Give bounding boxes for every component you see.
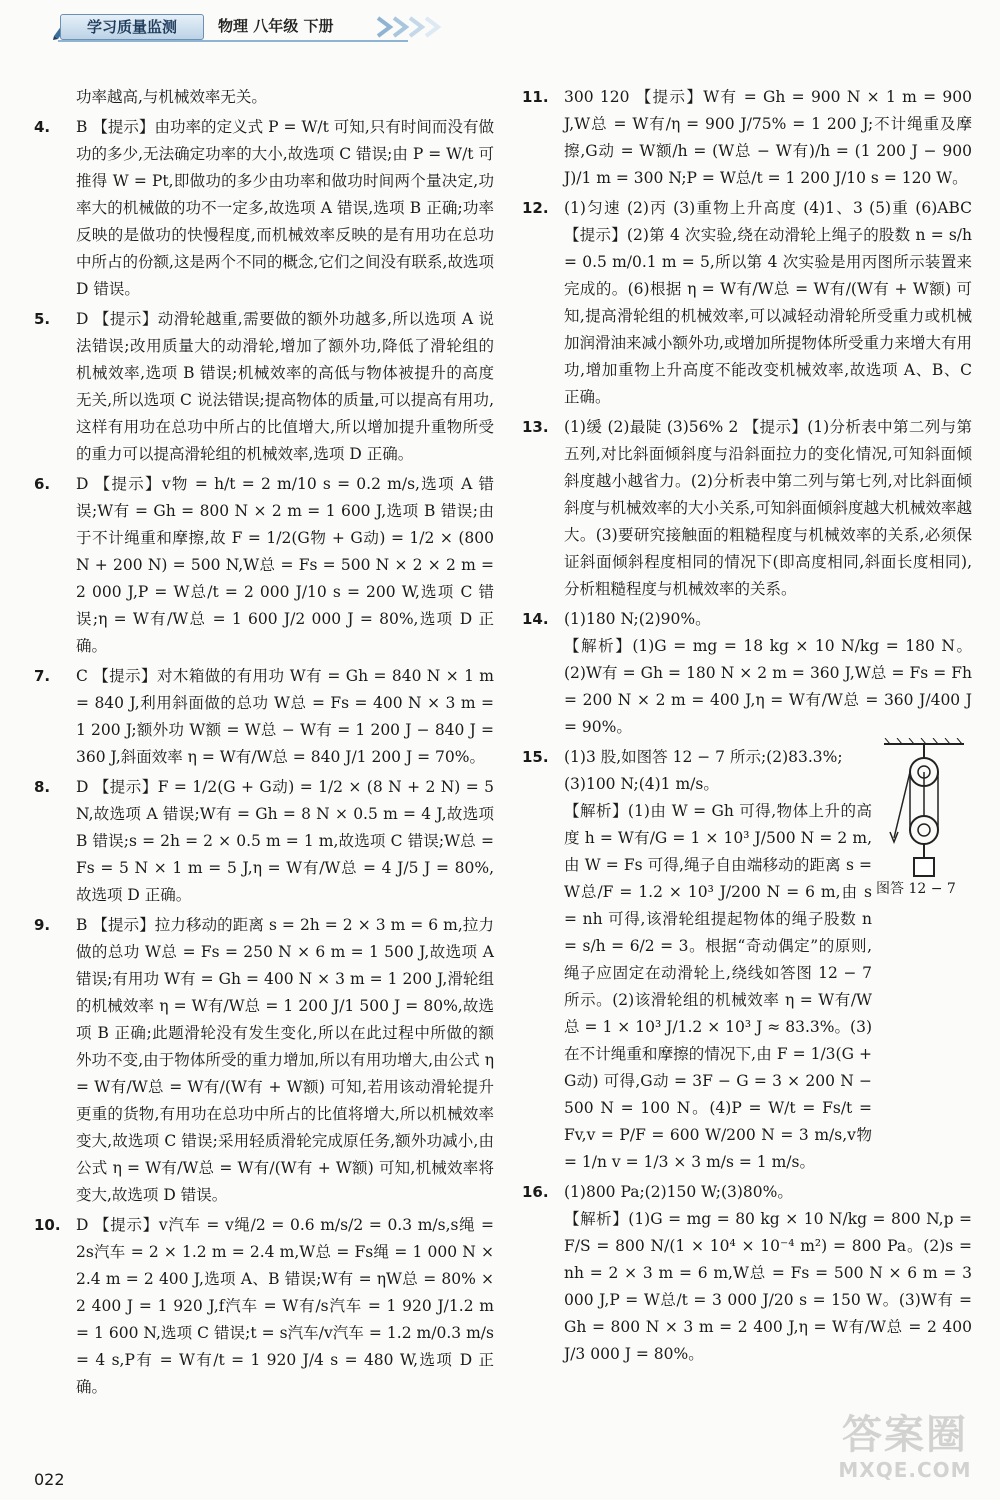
answer-item bbox=[34, 1212, 494, 1401]
item-number: 15. bbox=[522, 748, 549, 766]
item-text: D 【提示】v汽车 = v绳/2 = 0.6 m/s/2 = 0.3 m/s,s绳 = 2s汽车 = 2 × 1.2 m = 2.4 m,W总 = Fs绳 = 1 000 N × 2.4 m = 2 400 J,选项 A、B 错误;W有 = ηW总 = 80% × 2 400 J = 1 920 J,f汽车 = W有/s汽车 = 1 920 J/1.2 m = 1 600 N,选项 C 错误;t = s汽车/v汽车 = 1.2 m/0.3 m/s = 4 s,P有 = W有/t = 1 920 J/4 s = 480 W,选项 D 正确。 bbox=[76, 1216, 494, 1396]
right-column bbox=[522, 84, 972, 1371]
item-number: 10. bbox=[34, 1216, 61, 1234]
item-text: (1)匀速 (2)丙 (3)重物上升高度 (4)1、3 (5)重 (6)ABC 【提示】(2)第 4 次实验,绕在动滑轮上绳子的股数 n = s/h = 0.5 m/0.1 m = 5,所以第 4 次实验是用丙图所示装置来完成的。(6)根据 η = W有/W总 = W有/(W有 + W额) 可知,提高滑轮组的机械效率,可以减轻动滑轮所受重力或机械加润滑油来减小额外功,或增加所提物体所受重力来增大有用功,增加重物上升高度不能改变机械效率,故选项 A、B、C 正确。 bbox=[564, 199, 972, 406]
item-number: 14. bbox=[522, 610, 549, 628]
answer-item bbox=[34, 471, 494, 660]
item-number: 9. bbox=[34, 916, 51, 934]
item-number: 4. bbox=[34, 118, 51, 136]
item-text: 功率越高,与机械效率无关。 bbox=[76, 88, 267, 106]
answer-item bbox=[522, 414, 972, 603]
item-number: 16. bbox=[522, 1183, 549, 1201]
item-text: (1)缓 (2)最陡 (3)56% 2 【提示】(1)分析表中第二列与第五列,对比斜面倾斜度与沿斜面拉力的变化情况,可知斜面倾斜度越小越省力。(2)分析表中第二列与第七列,对比斜面倾斜度与机械效率的大小关系,可知斜面倾斜度越大机械效率越大。(3)要研究接触面的粗糙程度与机械效率的关系,必须保证斜面倾斜程度相同的情况下(即高度相同,斜面长度相同),分析粗糙程度与机械效率的关系。 bbox=[564, 418, 972, 598]
header-divider bbox=[58, 40, 408, 42]
item-text: C 【提示】对木箱做的有用功 W有 = Gh = 840 N × 1 m = 840 J,利用斜面做的总功 W总 = Fs = 400 N × 3 m = 1 200 J;额外功 W额 = W总 − W有 = 1 200 J − 840 J = 360 J,斜面效率 η = W有/W总 = 840 J/1 200 J = 70%。 bbox=[76, 667, 494, 766]
item-number: 12. bbox=[522, 199, 549, 217]
item-number: 5. bbox=[34, 310, 51, 328]
page-header bbox=[0, 0, 1000, 52]
item-text: (1)180 N;(2)90%。 【解析】(1)G = mg = 18 kg × 10 N/kg = 180 N。(2)W有 = Gh = 180 N × 2 m = 360 J,W总 = Fs = Fh = 200 N × 2 m = 400 J,η = W有/W总 = 360 J/400 J = 90%。 bbox=[564, 610, 972, 736]
answer-item bbox=[34, 912, 494, 1209]
item-text: B 【提示】拉力移动的距离 s = 2h = 2 × 3 m = 6 m,拉力做的总功 W总 = Fs = 250 N × 6 m = 1 500 J,故选项 A 错误;有用功 W有 = Gh = 400 N × 3 m = 1 200 J,滑轮组的机械效率 η = W有/W总 = 1 200 J/1 500 J = 80%,故选项 B 正确;此题滑轮没有发生变化,所以在此过程中所做的额外功不变,由于物体所受的重力增加,所以有用功增大,由公式 η = W有/W总 = W有/(W有 + W额) 可知,若用该动滑轮提升更重的货物,有用功在总功中所占的比值将增大,所以机械效率变大,故选项 C 错误;采用轻质滑轮完成原任务,额外功减小,由公式 η = W有/W总 = W有/(W有 + W额) 可知,机械效率将变大,故选项 D 错误。 bbox=[76, 916, 494, 1204]
watermark-logo-text: 答案圈 bbox=[842, 1412, 968, 1458]
left-column bbox=[34, 84, 494, 1404]
page-number: 022 bbox=[34, 1470, 65, 1489]
item-text: D 【提示】动滑轮越重,需要做的额外功越多,所以选项 A 说法错误;改用质量大的动滑轮,增加了额外功,降低了滑轮组的机械效率,选项 B 错误;机械效率的高低与物体被提升的高度无关,所以选项 C 说法错误;提高物体的质量,可以提高有用功,这样有用功在总功中所占的比值增大,所以增加提升重物所受的重力可以提高滑轮组的机械效率,选项 D 正确。 bbox=[76, 310, 494, 463]
answer-item bbox=[522, 84, 972, 192]
item-text: D 【提示】F = 1/2(G + G动) = 1/2 × (8 N + 2 N) = 5 N,故选项 A 错误;W有 = Gh = 8 N × 0.5 m = 4 J,故选项 B 错误;s = 2h = 2 × 0.5 m = 1 m,故选项 C 错误;W总 = Fs = 5 N × 1 m = 5 J,η = W有/W总 = 4 J/5 J = 80%,故选项 D 正确。 bbox=[76, 778, 494, 904]
answer-item bbox=[522, 606, 972, 741]
answer-item bbox=[522, 195, 972, 411]
item-text: 300 120 【提示】W有 = Gh = 900 N × 1 m = 900 J,W总 = W有/η = 900 J/75% = 1 200 J;不计绳重及摩擦,G动 = W额/h = (W总 − W有)/h = (1 200 J − 900 J)/1 m = 300 N;P = W总/t = 1 200 J/10 s = 120 W。 bbox=[564, 88, 972, 187]
pulley-diagram bbox=[880, 738, 968, 898]
item-text: D 【提示】v物 = h/t = 2 m/10 s = 0.2 m/s,选项 A 错误;W有 = Gh = 800 N × 2 m = 1 600 J,选项 B 错误;由于不计绳重和摩擦,故 F = 1/2(G物 + G动) = 1/2 × (800 N + 200 N) = 500 N,W总 = Fs = 500 N × 2 × 2 m = 2 000 J,P = W总/t = 2 000 J/10 s = 200 W,选项 C 错误;η = W有/W总 = 1 600 J/2 000 J = 80%,选项 D 正确。 bbox=[76, 475, 494, 655]
item-number: 8. bbox=[34, 778, 51, 796]
brand-label: 学习质量监测 bbox=[60, 14, 204, 40]
site-watermark bbox=[820, 1412, 990, 1492]
answer-item bbox=[34, 84, 494, 111]
item-text: B 【提示】由功率的定义式 P = W/t 可知,只有时间而没有做功的多少,无法确定功率的大小,故选项 C 错误;由 P = W/t 可推得 W = Pt,即做功的多少由功率和做功时间两个量决定,功率大的机械做的功不一定多,故选项 A 错误,选项 B 正确;功率反映的是做功的快慢程度,而机械效率反映的是有用功在总功中所占的份额,这是两个不同的概念,它们之间没有联系,故选项 D 错误。 bbox=[76, 118, 494, 298]
item-text: (1)800 Pa;(2)150 W;(3)80%。 【解析】(1)G = mg = 80 kg × 10 N/kg = 800 N,p = F/S = 800 N/(1 × 10⁴ × 10⁻⁴ m²) = 800 Pa。(2)s = nh = 2 × 3 m = 6 m,W总 = Fs = 500 N × 6 m = 3 000 J,P = W总/t = 3 000 J/20 s = 150 W。(3)W有 = Gh = 800 N × 3 m = 2 400 J,η = W有/W总 = 2 400 J/3 000 J = 80%。 bbox=[564, 1183, 972, 1363]
answer-item bbox=[34, 306, 494, 468]
item-number: 7. bbox=[34, 667, 51, 685]
subject-label: 物理 八年级 下册 bbox=[218, 17, 334, 35]
item-text: (1)3 股,如图答 12 − 7 所示;(2)83.3%; (3)100 N;(4)1 m/s。 【解析】(1)由 W = Gh 可得,物体上升的高度 h = W有/G = 1 × 10³ J/500 N = 2 m,由 W = Fs 可得,绳子自由端移动的距离 s = W总/F = 1.2 × 10³ J/200 N = 6 m,由 s = nh 可得,该滑轮组提起物体的绳子股数 n = s/h = 6/2 = 3。根据“奇动偶定”的原则,绳子应固定在动滑轮上,绕线如答图 12 − 7 所示。(2)该滑轮组的机械效率 η = W有/W总 = 1 × 10³ J/1.2 × 10³ J ≈ 83.3%。(3)在不计绳重和摩擦的情况下,由 F = 1/3(G + G动) 可得,G动 = 3F − G = 3 × 200 N − 500 N = 100 N。(4)P = W/t = Fs/t = Fv,v = P/F = 600 W/200 N = 3 m/s,v物 = 1/n v = 1/3 × 3 m/s = 1 m/s。 bbox=[564, 748, 872, 1171]
item-number: 13. bbox=[522, 418, 549, 436]
watermark-url: MXQE.COM bbox=[838, 1458, 972, 1482]
answer-item bbox=[34, 663, 494, 771]
answer-item bbox=[522, 1179, 972, 1368]
answer-item bbox=[34, 114, 494, 303]
item-number: 6. bbox=[34, 475, 51, 493]
item-number: 11. bbox=[522, 88, 549, 106]
figure-caption: 图答 12 − 7 bbox=[876, 881, 956, 897]
chevron-arrows-icon bbox=[376, 16, 448, 38]
answer-item bbox=[34, 774, 494, 909]
